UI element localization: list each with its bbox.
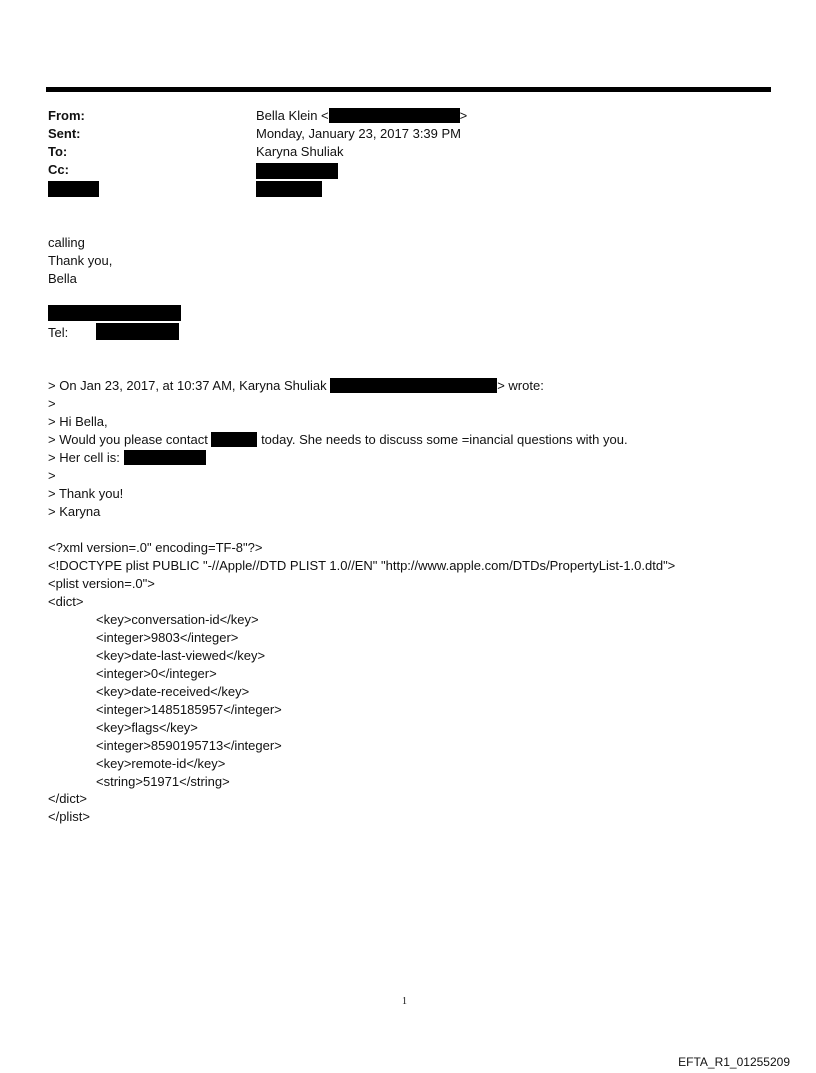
tel-label: Tel: <box>48 325 69 340</box>
plist-line: <key>remote-id</key> <box>96 756 226 771</box>
redaction-block <box>124 450 206 465</box>
body-line: Bella <box>48 271 77 286</box>
body-line: Thank you, <box>48 253 113 268</box>
plist-line: <integer>0</integer> <box>96 666 217 681</box>
sent-value: Monday, January 23, 2017 3:39 PM <box>256 126 461 141</box>
quote-text: > Her cell is: <box>48 450 124 465</box>
plist-line: <integer>9803</integer> <box>96 630 239 645</box>
cc-label: Cc: <box>48 162 69 177</box>
body-line: calling <box>48 235 85 250</box>
plist-line: <string>51971</string> <box>96 774 230 789</box>
quote-text: > On Jan 23, 2017, at 10:37 AM, Karyna Shuliak <box>48 378 331 393</box>
from-label: From: <box>48 108 85 123</box>
quote-text: > wrote: <box>497 378 544 393</box>
quote-line <box>48 377 544 395</box>
redaction-block <box>256 163 338 179</box>
plist-line: <key>date-received</key> <box>96 684 250 699</box>
redaction-block <box>256 181 322 197</box>
sent-label: Sent: <box>48 126 81 141</box>
plist-line: </plist> <box>48 809 90 824</box>
plist-line: <integer>8590195713</integer> <box>96 738 282 753</box>
from-value <box>256 107 467 125</box>
quote-text: > Would you please contact <box>48 432 212 447</box>
from-name: Bella Klein < <box>256 108 329 123</box>
to-label: To: <box>48 144 68 159</box>
quote-text: today. She needs to discuss some =inancial questions with you. <box>257 432 628 447</box>
quote-line: > Thank you! <box>48 486 124 501</box>
plist-line: <key>flags</key> <box>96 720 198 735</box>
plist-line: <key>date-last-viewed</key> <box>96 648 266 663</box>
to-value: Karyna Shuliak <box>256 144 344 159</box>
header-rule <box>46 87 771 92</box>
quote-line <box>48 449 206 467</box>
quote-line <box>48 431 628 449</box>
plist-line: <key>conversation-id</key> <box>96 612 259 627</box>
page-number: 1 <box>402 996 407 1007</box>
redaction-block <box>96 323 179 340</box>
plist-line: <?xml version=.0" encoding=TF-8"?> <box>48 540 263 555</box>
redaction-block <box>48 181 99 197</box>
quote-line: > <box>48 468 56 483</box>
plist-line: <plist version=.0"> <box>48 576 155 591</box>
bates-stamp: EFTA_R1_01255209 <box>678 1055 790 1069</box>
plist-line: <integer>1485185957</integer> <box>96 702 282 717</box>
quote-line: > <box>48 396 56 411</box>
redaction-block <box>330 378 497 393</box>
plist-line: <dict> <box>48 594 84 609</box>
redaction-block <box>48 305 181 321</box>
plist-line: <!DOCTYPE plist PUBLIC "-//Apple//DTD PLIST 1.0//EN" "http://www.apple.com/DTDs/PropertyList-1.0.dtd"> <box>48 558 676 573</box>
quote-line: > Hi Bella, <box>48 414 108 429</box>
quote-line: > Karyna <box>48 504 101 519</box>
redaction-block <box>211 432 257 447</box>
redaction-block <box>329 108 460 123</box>
from-bracket: > <box>459 108 468 123</box>
plist-line: </dict> <box>48 791 88 806</box>
